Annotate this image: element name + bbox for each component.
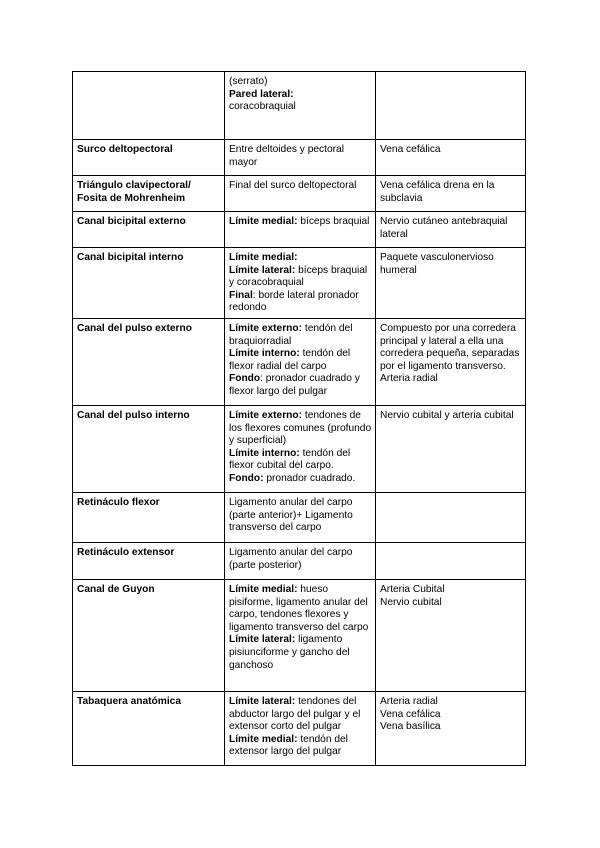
limit-label: Límite externo: [229, 409, 303, 421]
structure-name-cell [73, 72, 225, 140]
limit-label: Límite lateral: [229, 264, 296, 276]
limit-label: Límite medial: [229, 252, 298, 263]
structure-name: Canal del pulso externo [77, 322, 192, 334]
limit-text: bíceps braquial [300, 216, 370, 227]
structure-name: Canal del pulso interno [77, 409, 190, 421]
limit-label: Límite medial: [229, 583, 298, 595]
limit-segment [229, 410, 372, 448]
limit-segment [229, 323, 372, 348]
table-row [73, 140, 526, 176]
limit-segment [229, 144, 372, 169]
anatomy-table [72, 71, 526, 766]
limit-label: Pared lateral: [229, 88, 294, 100]
limit-segment [229, 634, 372, 672]
content-item: Arteria Cubital [380, 583, 445, 595]
limit-label: Límite medial: [229, 216, 298, 227]
limit-segment [229, 252, 372, 265]
structure-name: Retináculo extensor [77, 546, 175, 558]
limit-segment [229, 89, 372, 102]
table-row [73, 579, 526, 691]
limits-cell [225, 492, 376, 542]
structure-name-cell [73, 691, 225, 765]
limit-text: tendón del flexor cubital del carpo. [229, 447, 351, 472]
limit-segment [229, 180, 372, 193]
table-row [73, 212, 526, 248]
content-item: Vena basílica [380, 721, 441, 733]
structure-name: Canal bicipital interno [77, 252, 184, 263]
limit-text: ligamento pisiunciforme y gancho del ganchoso [229, 634, 350, 671]
contents-cell [376, 405, 526, 492]
contents-cell [376, 579, 526, 691]
structure-name: Surco deltopectoral [77, 144, 173, 155]
table-row [73, 72, 526, 140]
limit-text: tendón del extensor largo del pulgar [229, 733, 348, 758]
structure-name-cell [73, 248, 225, 319]
limit-segment [229, 216, 372, 229]
limit-label: Límite externo: [229, 322, 303, 334]
limit-text: hueso pisiforme, ligamento anular del carpo, tendones flexores y ligamento transverso del carpo [229, 583, 369, 633]
contents-cell [376, 318, 526, 405]
limit-segment [229, 76, 372, 89]
limit-label: Límite lateral: [229, 695, 296, 707]
table-row [73, 318, 526, 405]
contents-cell [376, 212, 526, 248]
limits-cell [225, 691, 376, 765]
limit-segment [229, 348, 372, 373]
limits-cell [225, 248, 376, 319]
limit-segment [229, 734, 372, 759]
limits-cell [225, 176, 376, 212]
content-item: Arteria radial [380, 695, 438, 707]
structure-name-cell [73, 579, 225, 691]
structure-name: Canal de Guyon [77, 583, 155, 595]
limit-text: Ligamento anular del carpo (parte posterior) [229, 546, 353, 571]
limit-segment [229, 101, 372, 114]
structure-name-cell [73, 542, 225, 579]
limit-segment [229, 473, 372, 486]
limit-text: tendón del braquiorradial [229, 322, 353, 347]
limit-text: (serrato) [229, 76, 268, 87]
contents-cell [376, 72, 526, 140]
content-item: Vena cefálica drena en la subclavia [380, 180, 495, 204]
structure-name-cell [73, 318, 225, 405]
limit-text: pronador cuadrado. [266, 472, 356, 484]
table-body [73, 72, 526, 766]
limit-text: : pronador cuadrado y flexor largo del pulgar [229, 373, 360, 397]
table-row [73, 405, 526, 492]
limit-segment [229, 547, 372, 572]
structure-name: Triángulo clavipectoral/ Fosita de Mohrenheim [77, 180, 191, 204]
limit-segment [229, 265, 372, 290]
contents-cell [376, 691, 526, 765]
limit-text: tendón del flexor radial del carpo [229, 348, 351, 372]
table-row [73, 248, 526, 319]
contents-cell [376, 248, 526, 319]
limit-text: : borde lateral pronador redondo [229, 289, 359, 314]
limit-segment [229, 584, 372, 634]
content-item: Vena cefálica [380, 708, 441, 720]
limit-label: Límite medial: [229, 733, 298, 745]
limit-text: Final del surco deltopectoral [229, 180, 357, 191]
structure-name: Canal bicipital externo [77, 216, 186, 227]
limit-label: Límite interno: [229, 447, 300, 459]
table-row [73, 691, 526, 765]
limits-cell [225, 405, 376, 492]
content-item: Nervio cubital y arteria cubital [380, 409, 514, 421]
content-item: Nervio cutáneo antebraquial lateral [380, 216, 508, 240]
contents-cell [376, 176, 526, 212]
limits-cell [225, 72, 376, 140]
limit-segment [229, 696, 372, 734]
limit-text: Entre deltoides y pectoral mayor [229, 144, 344, 168]
structure-name-cell [73, 405, 225, 492]
table-row [73, 542, 526, 579]
limit-label: Fondo [229, 373, 261, 385]
limit-segment [229, 497, 372, 535]
limit-text: tendones de los flexores comunes (profundo y superficial) [229, 409, 372, 447]
content-item: Arteria radial [380, 373, 438, 385]
limit-label: Límite lateral: [229, 634, 296, 646]
limits-cell [225, 542, 376, 579]
contents-cell [376, 492, 526, 542]
limit-segment [229, 448, 372, 473]
limit-text: bíceps braquial y coracobraquial [229, 264, 368, 289]
table-row [73, 176, 526, 212]
limit-label: Final [229, 289, 253, 301]
limits-cell [225, 318, 376, 405]
content-item: Vena cefálica [380, 144, 441, 155]
content-item: Compuesto por una corredera principal y lateral a ella una corredera pequeña, separadas por el ligamento transverso. [380, 322, 520, 372]
table-row [73, 492, 526, 542]
content-item: Paquete vasculonervioso humeral [380, 252, 494, 276]
limits-cell [225, 579, 376, 691]
limit-text: coracobraquial [229, 101, 296, 113]
structure-name-cell [73, 212, 225, 248]
contents-cell [376, 140, 526, 176]
content-item: Nervio cubital [380, 596, 442, 608]
structure-name-cell [73, 140, 225, 176]
limit-segment [229, 373, 372, 398]
structure-name-cell [73, 176, 225, 212]
structure-name: Tabaquera anatómica [77, 695, 181, 707]
limit-text: Ligamento anular del carpo (parte anterior)+ Ligamento transverso del carpo [229, 496, 353, 534]
limits-cell [225, 140, 376, 176]
limit-label: Fondo: [229, 472, 264, 484]
limit-segment [229, 290, 372, 315]
contents-cell [376, 542, 526, 579]
limit-label: Límite interno: [229, 348, 300, 360]
structure-name: Retináculo flexor [77, 496, 160, 508]
limit-text: tendones del abductor largo del pulgar y el extensor corto del pulgar [229, 695, 361, 733]
limits-cell [225, 212, 376, 248]
structure-name-cell [73, 492, 225, 542]
